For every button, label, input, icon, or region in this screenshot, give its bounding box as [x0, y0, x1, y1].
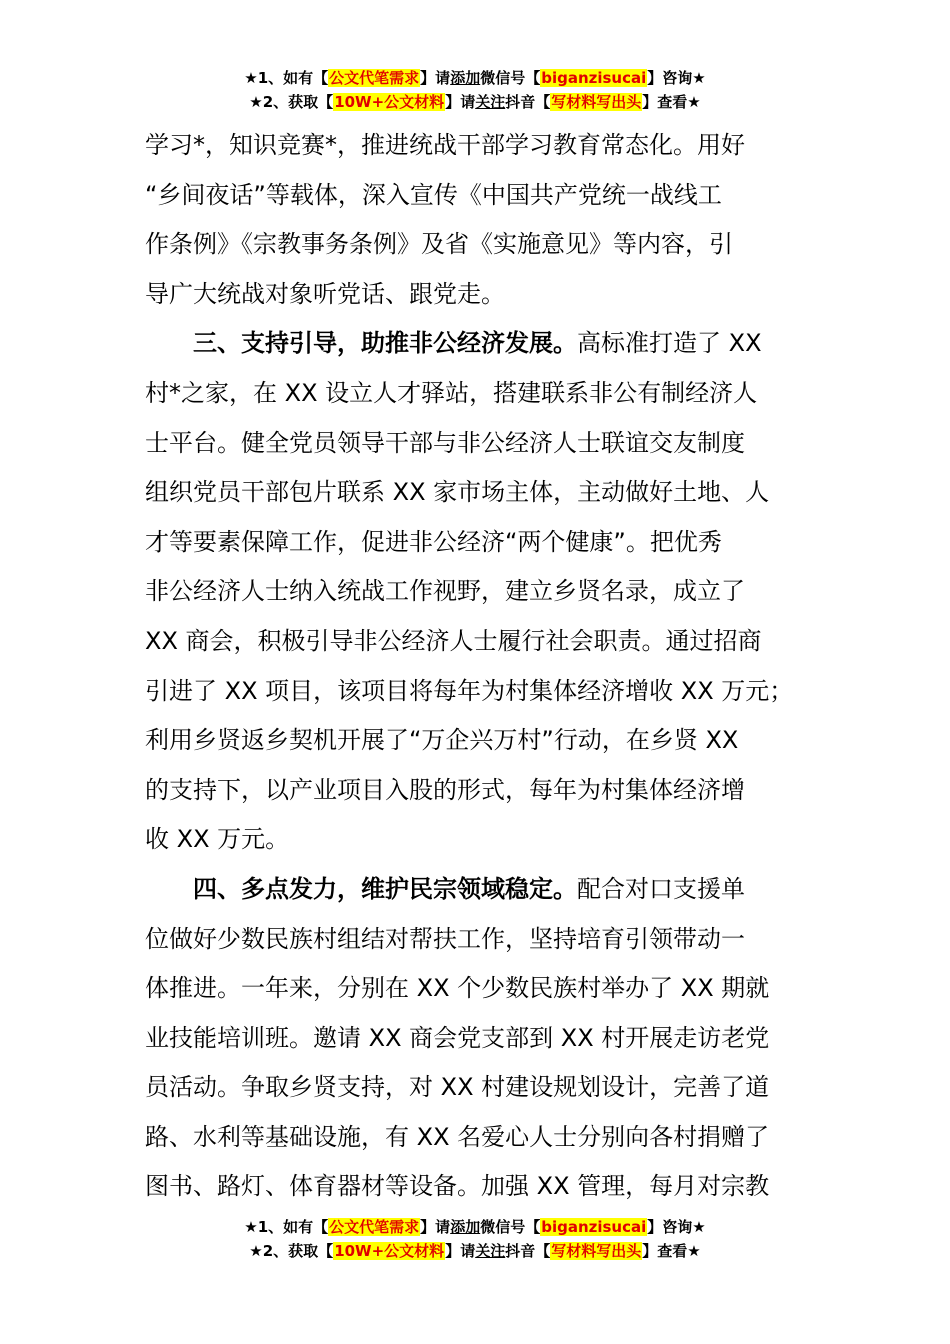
banner-line-1: ★1、如有【公文代笔需求】请添加微信号【biganzisucai】咨询★ — [244, 69, 706, 87]
highlight-wechat-id: biganzisucai — [541, 1218, 647, 1236]
text-line: 才等要素保障工作，促进非公经济“两个健康”。把优秀 — [145, 527, 722, 556]
highlight-douyin: 写材料写出头 — [551, 93, 642, 111]
text-line: 村*之家，在 XX 设立人才驿站，搭建联系非公有制经济人 — [145, 378, 758, 407]
text-line: 导广大统战对象听党话、跟党走。 — [145, 279, 505, 308]
highlight-wechat-id: biganzisucai — [541, 69, 647, 87]
highlight-service: 公文代笔需求 — [329, 1218, 420, 1236]
section-3-heading: 三、支持引导，助推非公经济发展。 — [193, 329, 577, 358]
banner-line-1: ★1、如有【公文代笔需求】请添加微信号【biganzisucai】咨询★ — [244, 1218, 706, 1236]
text-line: 业技能培训班。邀请 XX 商会党支部到 XX 村开展走访老党 — [145, 1023, 770, 1052]
text-line: 学习*，知识竞赛*，推进统战干部学习教育常态化。用好 — [145, 131, 745, 159]
text-line: 的支持下，以产业项目入股的形式，每年为村集体经济增 — [145, 775, 745, 804]
highlight-douyin: 写材料写出头 — [551, 1242, 642, 1260]
text-line: 图书、路灯、体育器材等设备。加强 XX 管理，每月对宗教 — [145, 1172, 770, 1201]
highlight-materials: 10W+公文材料 — [334, 93, 445, 111]
section-3-first-line: 三、支持引导，助推非公经济发展。高标准打造了 XX — [193, 329, 762, 358]
text-line: XX 商会，积极引导非公经济人士履行社会职责。通过招商 — [145, 626, 762, 655]
text-line: 士平台。健全党员领导干部与非公经济人士联谊交友制度 — [145, 428, 745, 457]
text-line: 收 XX 万元。 — [145, 825, 290, 854]
banner-line-2: ★2、获取【10W+公文材料】请关注抖音【写材料写出头】查看★ — [249, 1242, 701, 1260]
text-line: 作条例》《宗教事务条例》及省《实施意见》等内容，引 — [145, 230, 733, 259]
footer-banner — [0, 1215, 950, 1263]
highlight-service: 公文代笔需求 — [329, 69, 420, 87]
banner-line-2: ★2、获取【10W+公文材料】请关注抖音【写材料写出头】查看★ — [249, 93, 701, 111]
text-line: 非公经济人士纳入统战工作视野，建立乡贤名录，成立了 — [145, 577, 745, 606]
section-4-first-line: 四、多点发力，维护民宗领域稳定。配合对口支援单 — [193, 874, 745, 903]
text-line: “乡间夜话”等载体，深入宣传《中国共产党统一战线工 — [145, 180, 722, 209]
text-line: 位做好少数民族村组结对帮扶工作，坚持培育引领带动一 — [145, 924, 745, 953]
document-body — [145, 121, 835, 1212]
section-4-heading: 四、多点发力，维护民宗领域稳定。 — [193, 874, 577, 903]
text-line: 体推进。一年来，分别在 XX 个少数民族村举办了 XX 期就 — [145, 974, 770, 1003]
text-line: 组织党员干部包片联系 XX 家市场主体，主动做好土地、人 — [145, 478, 770, 507]
text-line: 路、水利等基础设施，有 XX 名爱心人士分别向各村捐赠了 — [145, 1122, 770, 1151]
header-banner — [0, 66, 950, 114]
text-line: 利用乡贤返乡契机开展了“万企兴万村”行动，在乡贤 XX — [145, 726, 739, 755]
text-line: 员活动。争取乡贤支持，对 XX 村建设规划设计，完善了道 — [145, 1073, 770, 1102]
highlight-materials: 10W+公文材料 — [334, 1242, 445, 1260]
text-line: 引进了 XX 项目，该项目将每年为村集体经济增收 XX 万元； — [145, 676, 794, 705]
